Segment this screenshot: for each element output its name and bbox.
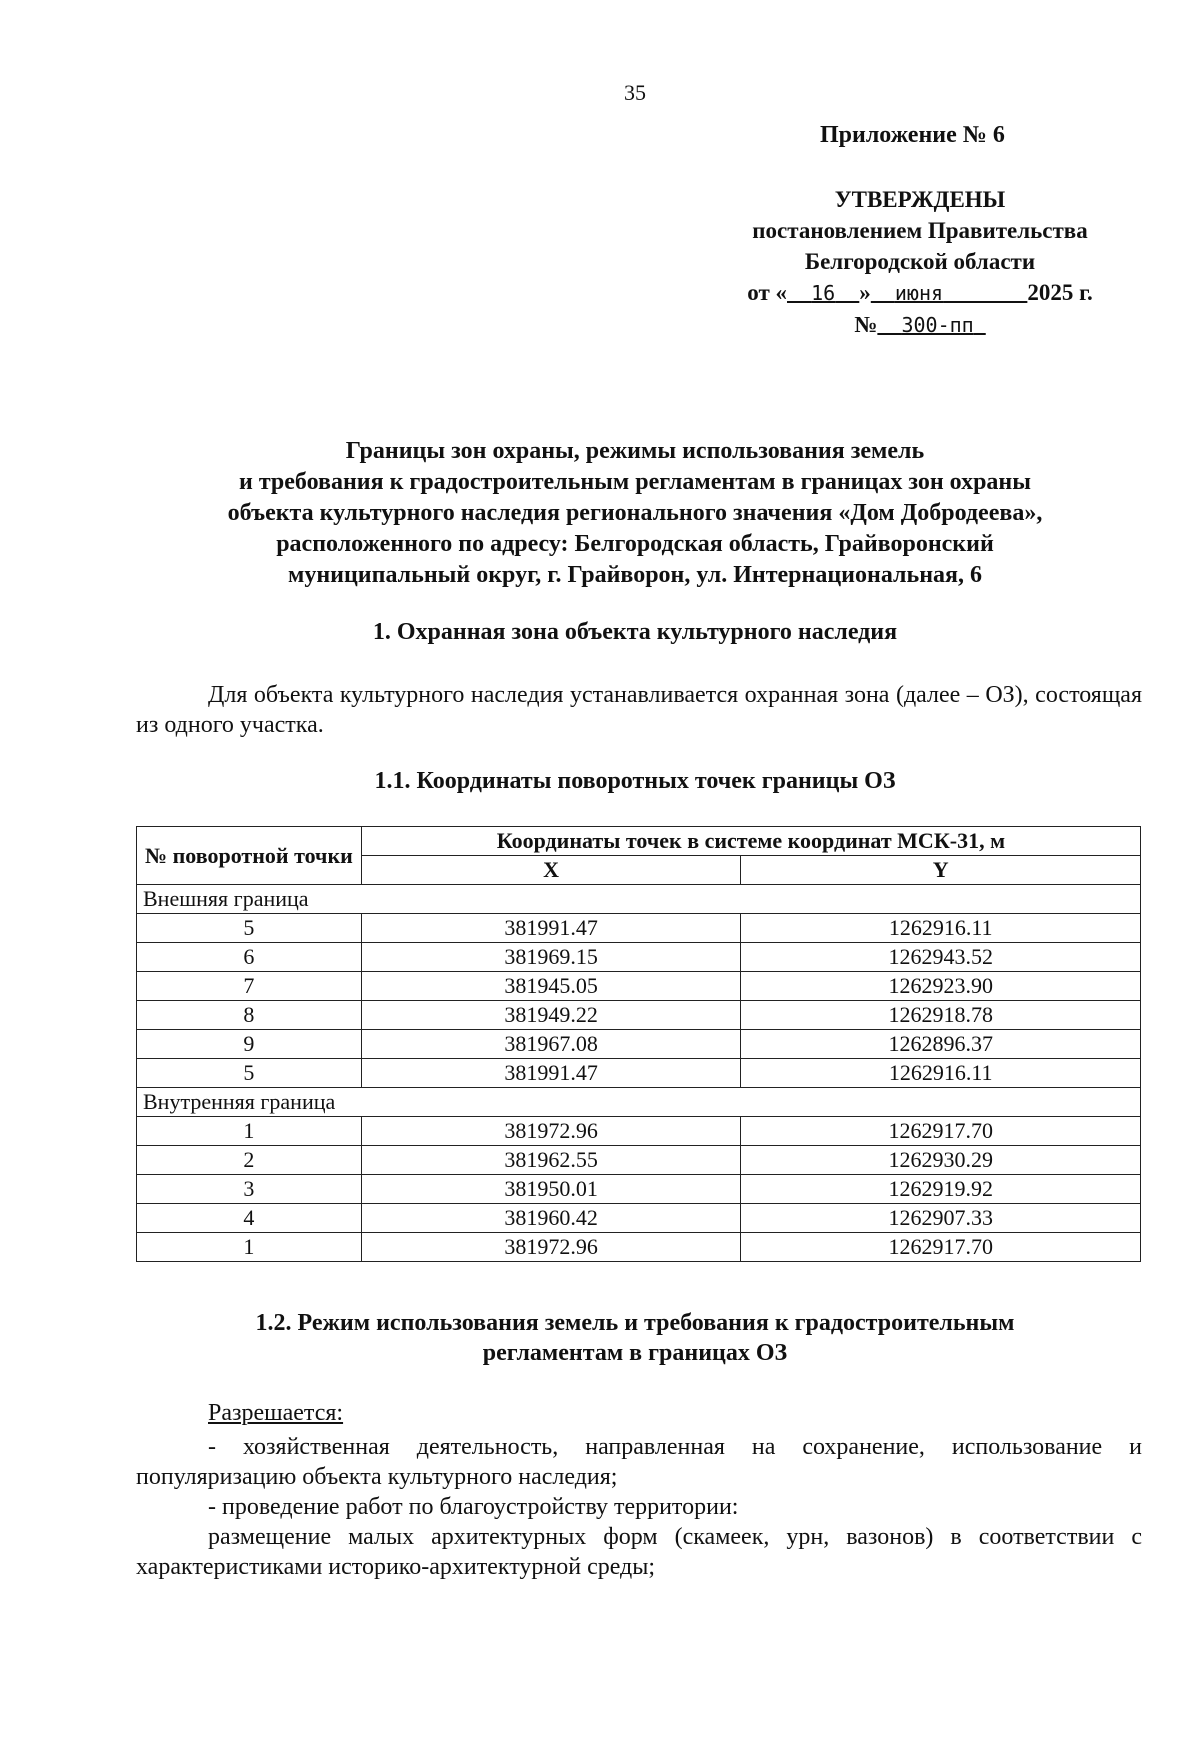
cell-point: 4 xyxy=(137,1204,362,1233)
cell-y: 1262916.11 xyxy=(741,1059,1141,1088)
cell-point: 3 xyxy=(137,1175,362,1204)
coordinates-table xyxy=(136,826,1141,1262)
date-day: 16 xyxy=(811,281,836,305)
section-1-1-heading: 1.1. Координаты поворотных точек границы ОЗ xyxy=(374,768,896,794)
header-y: Y xyxy=(741,856,1141,885)
page-number: 35 xyxy=(624,80,646,105)
group-outer-boundary: Внешняя граница xyxy=(137,885,1141,914)
table-row xyxy=(137,914,1141,943)
cell-point: 5 xyxy=(137,1059,362,1088)
table-group-row xyxy=(137,1088,1141,1117)
cell-point: 9 xyxy=(137,1030,362,1059)
table-row xyxy=(137,1146,1141,1175)
cell-y: 1262907.33 xyxy=(741,1204,1141,1233)
document-title xyxy=(130,436,1140,591)
section-1-2-heading xyxy=(130,1308,1140,1368)
table-row xyxy=(137,943,1141,972)
group-inner-boundary: Внутренняя граница xyxy=(137,1088,1141,1117)
cell-x: 381960.42 xyxy=(361,1204,741,1233)
cell-x: 381972.96 xyxy=(361,1117,741,1146)
appendix-label: Приложение № 6 xyxy=(820,122,1005,148)
cell-point: 1 xyxy=(137,1233,362,1262)
date-prefix: от « xyxy=(747,280,788,305)
approval-date xyxy=(720,277,1120,309)
cell-y: 1262918.78 xyxy=(741,1001,1141,1030)
cell-x: 381972.96 xyxy=(361,1233,741,1262)
cell-y: 1262917.70 xyxy=(741,1233,1141,1262)
cell-x: 381962.55 xyxy=(361,1146,741,1175)
cell-x: 381967.08 xyxy=(361,1030,741,1059)
table-row xyxy=(137,1233,1141,1262)
heading-line: регламентам в границах ОЗ xyxy=(482,1340,788,1366)
allowed-list xyxy=(136,1432,1142,1582)
list-item: - хозяйственная деятельность, направленная на сохранение, использование и популяризацию объекта культурного наследия; xyxy=(136,1434,1142,1490)
section-1-heading: 1. Охранная зона объекта культурного наследия xyxy=(372,619,898,645)
title-line: расположенного по адресу: Белгородская область, Грайворонский xyxy=(276,531,994,557)
approval-region: Белгородской области xyxy=(804,249,1036,274)
table-row xyxy=(137,1030,1141,1059)
cell-point: 6 xyxy=(137,943,362,972)
cell-x: 381991.47 xyxy=(361,1059,741,1088)
cell-point: 5 xyxy=(137,914,362,943)
decree-number: 300-пп xyxy=(901,313,974,337)
section-1-paragraph: Для объекта культурного наследия устанавливается охранная зона (далее – ОЗ), состоящая из одного участка. xyxy=(136,682,1142,738)
cell-point: 2 xyxy=(137,1146,362,1175)
table-row xyxy=(137,1204,1141,1233)
title-line: объекта культурного наследия регионального значения «Дом Добродеева», xyxy=(227,500,1043,526)
table-row xyxy=(137,1175,1141,1204)
header-coordinates: Координаты точек в системе координат МСК-31, м xyxy=(361,827,1140,856)
table-group-row xyxy=(137,885,1141,914)
number-prefix: № xyxy=(854,312,878,337)
cell-point: 1 xyxy=(137,1117,362,1146)
cell-x: 381991.47 xyxy=(361,914,741,943)
cell-y: 1262896.37 xyxy=(741,1030,1141,1059)
cell-y: 1262930.29 xyxy=(741,1146,1141,1175)
table-row xyxy=(137,972,1141,1001)
approval-number xyxy=(720,309,1120,341)
title-line: Границы зон охраны, режимы использования земель xyxy=(345,438,925,464)
approval-title: УТВЕРЖДЕНЫ xyxy=(834,187,1006,212)
cell-y: 1262943.52 xyxy=(741,943,1141,972)
table-row xyxy=(137,1001,1141,1030)
cell-point: 8 xyxy=(137,1001,362,1030)
header-point-number: № поворотной точки xyxy=(137,827,362,885)
header-x: X xyxy=(361,856,741,885)
cell-x: 381949.22 xyxy=(361,1001,741,1030)
cell-y: 1262923.90 xyxy=(741,972,1141,1001)
table-row xyxy=(137,1059,1141,1088)
date-mid: » xyxy=(859,280,871,305)
cell-x: 381950.01 xyxy=(361,1175,741,1204)
title-line: и требования к градостроительным регламентам в границах зон охраны xyxy=(239,469,1031,495)
cell-point: 7 xyxy=(137,972,362,1001)
cell-y: 1262917.70 xyxy=(741,1117,1141,1146)
date-month: июня xyxy=(894,281,944,305)
title-line: муниципальный округ, г. Грайворон, ул. Интернациональная, 6 xyxy=(287,562,983,588)
date-year: 2025 г. xyxy=(1027,280,1093,305)
cell-y: 1262916.11 xyxy=(741,914,1141,943)
approval-decree: постановлением Правительства xyxy=(752,218,1088,243)
approval-stamp xyxy=(720,184,1120,341)
list-item: размещение малых архитектурных форм (скамеек, урн, вазонов) в соответствии с характеристиками историко-архитектурной среды; xyxy=(136,1524,1142,1580)
cell-x: 381969.15 xyxy=(361,943,741,972)
table-row xyxy=(137,1117,1141,1146)
cell-x: 381945.05 xyxy=(361,972,741,1001)
list-item: - проведение работ по благоустройству территории: xyxy=(208,1494,739,1520)
allowed-label: Разрешается: xyxy=(208,1400,344,1426)
cell-y: 1262919.92 xyxy=(741,1175,1141,1204)
heading-line: 1.2. Режим использования земель и требования к градостроительным xyxy=(255,1310,1015,1336)
